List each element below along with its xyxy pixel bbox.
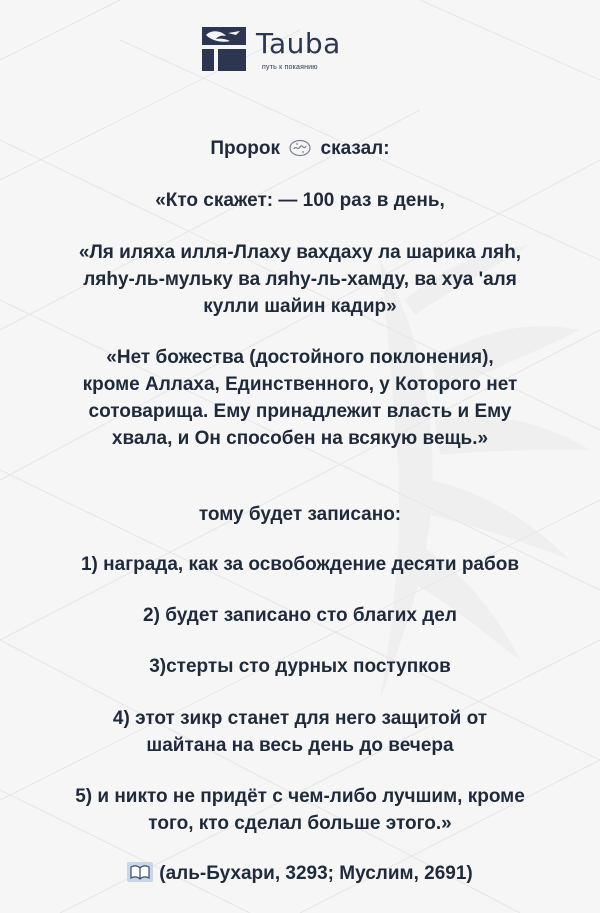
source-citation bbox=[0, 862, 600, 885]
brand-logo bbox=[200, 25, 390, 75]
tauba-logo-icon bbox=[200, 25, 248, 73]
reward-intro: тому будет записано: bbox=[198, 504, 402, 525]
reward-item: 3)стерты сто дурных поступков bbox=[149, 656, 451, 677]
source-text: (аль-Бухари, 3293; Муслим, 2691) bbox=[159, 863, 473, 884]
reward-item-continued: шайтана на весь день до вечера bbox=[146, 735, 454, 756]
brand-name: Tauba bbox=[256, 27, 341, 60]
transliteration-line: ляһу-ль-мульку ва ляһу-ль-хамду, ва хуа 'аля bbox=[83, 269, 517, 290]
reward-item: 5) и никто не придёт с чем-либо лучшим, кроме bbox=[75, 786, 525, 807]
translation-line: кроме Аллаха, Единственного, у Которого нет bbox=[82, 374, 518, 395]
quote-start: «Кто скажет: — 100 раз в день, bbox=[155, 190, 445, 211]
translation-line: сотоварища. Ему принадлежит власть и Ему bbox=[88, 401, 512, 422]
translation-line: хвала, и Он способен на всякую вещь.» bbox=[111, 428, 489, 449]
intro-line bbox=[0, 138, 600, 160]
reward-item: 1) награда, как за освобождение десяти рабов bbox=[80, 554, 520, 575]
brand-tagline: путь к покаянию bbox=[262, 64, 318, 71]
transliteration-line: «Ля иляха илля-Ллаху вахдаху ла шарика ляһ, bbox=[78, 242, 522, 263]
reward-item: 2) будет записано сто благих дел bbox=[143, 605, 457, 626]
reward-item-continued: того, кто сделал больше этого.» bbox=[148, 813, 452, 834]
open-book-icon bbox=[127, 862, 153, 882]
translation-line: «Нет божества (достойного поклонения), bbox=[106, 347, 494, 368]
intro-after: сказал: bbox=[320, 138, 390, 159]
transliteration-line: кулли шайин кадир» bbox=[203, 296, 397, 317]
reward-item: 4) этот зикр станет для него защитой от bbox=[112, 708, 488, 729]
intro-before: Пророк bbox=[210, 138, 280, 159]
salawat-pbuh-icon bbox=[289, 139, 311, 157]
